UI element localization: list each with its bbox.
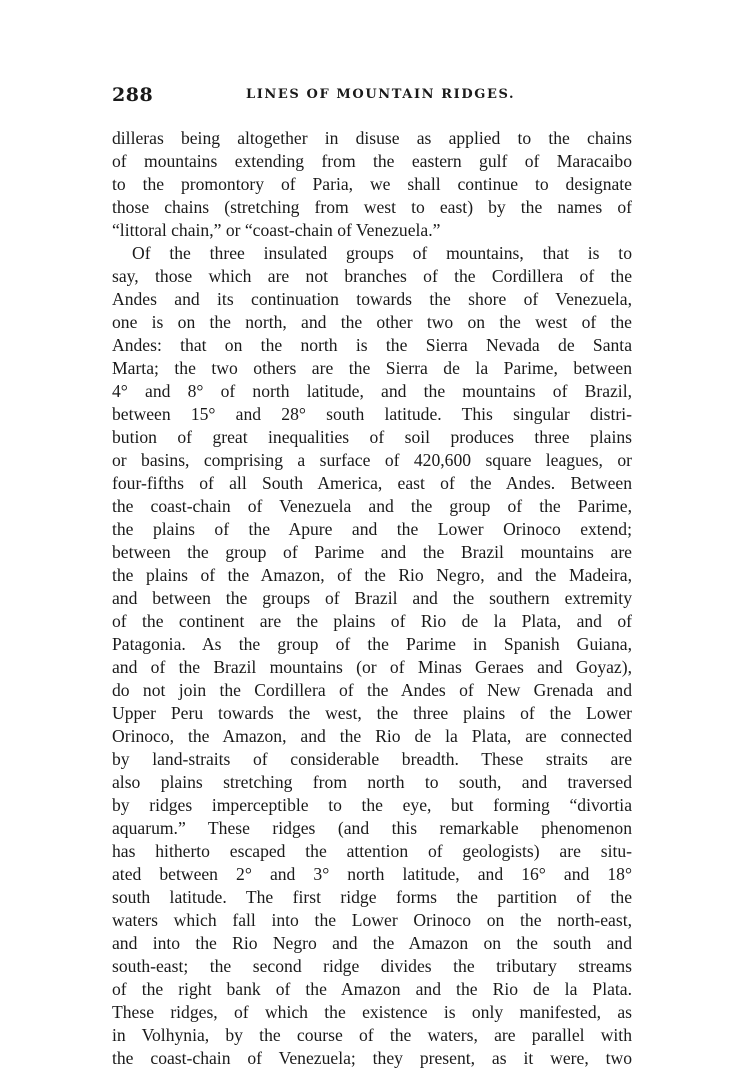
text-line: four-fifths of all South America, east of the Andes. Between [112,473,632,493]
text-line: between 15° and 28° south latitude. This singular distri- [112,404,632,424]
text-line: has hitherto escaped the attention of geologists) are situ- [112,841,632,861]
text-line: Andes and its continuation towards the shore of Venezuela, [112,289,632,309]
text-line: These ridges, of which the existence is only manifested, as [112,1002,632,1022]
text-line: the coast-chain of Venezuela; they present, as it were, two [112,1048,632,1068]
text-line: waters which fall into the Lower Orinoco on the north-east, [112,910,632,930]
text-line: Of the three insulated groups of mountains, that is to [132,243,632,263]
text-line: the coast-chain of Venezuela and the group of the Parime, [112,496,632,516]
text-line: the plains of the Apure and the Lower Orinoco extend; [112,519,632,539]
text-line: the plains of the Amazon, of the Rio Negro, and the Madeira, [112,565,632,585]
text-line: or basins, comprising a surface of 420,600 square leagues, or [112,450,632,470]
text-line: say, those which are not branches of the Cordillera of the [112,266,632,286]
text-line: to the promontory of Paria, we shall continue to designate [112,174,632,194]
text-line: between the group of Parime and the Brazil mountains are [112,542,632,562]
text-line: Andes: that on the north is the Sierra Nevada de Santa [112,335,632,355]
running-title: LINES OF MOUNTAIN RIDGES. [246,87,516,102]
text-line: do not join the Cordillera of the Andes of New Grenada and [112,680,632,700]
text-line: dilleras being altogether in disuse as applied to the chains [112,128,632,148]
text-line: south-east; the second ridge divides the tributary streams [112,956,632,976]
text-line: Marta; the two others are the Sierra de la Parime, between [112,358,632,378]
paragraph [112,127,632,242]
text-line: by ridges imperceptible to the eye, but forming “divortia [112,795,632,815]
text-line: aquarum.” These ridges (and this remarkable phenomenon [112,818,632,838]
text-line: Orinoco, the Amazon, and the Rio de la Plata, are connected [112,726,632,746]
text-line: and between the groups of Brazil and the southern extremity [112,588,632,608]
text-line: 4° and 8° of north latitude, and the mountains of Brazil, [112,381,632,401]
text-line: of mountains extending from the eastern gulf of Maracaibo [112,151,632,171]
text-line: south latitude. The first ridge forms the partition of the [112,887,632,907]
paragraph [112,242,632,1070]
page-number: 288 [112,84,154,106]
body-text [112,127,632,1070]
text-line: bution of great inequalities of soil produces three plains [112,427,632,447]
text-line: Upper Peru towards the west, the three plains of the Lower [112,703,632,723]
text-line: “littoral chain,” or “coast-chain of Venezuela.” [112,220,441,240]
text-line: one is on the north, and the other two on the west of the [112,312,632,332]
text-line: in Volhynia, by the course of the waters, are parallel with [112,1025,632,1045]
text-line: of the continent are the plains of Rio de la Plata, and of [112,611,632,631]
text-line: and into the Rio Negro and the Amazon on the south and [112,933,632,953]
text-line: Patagonia. As the group of the Parime in Spanish Guiana, [112,634,632,654]
running-head [112,84,632,110]
text-line: and of the Brazil mountains (or of Minas Geraes and Goyaz), [112,657,632,677]
text-line: by land-straits of considerable breadth. These straits are [112,749,632,769]
text-line: those chains (stretching from west to east) by the names of [112,197,632,217]
text-line: also plains stretching from north to south, and traversed [112,772,632,792]
text-line: of the right bank of the Amazon and the Rio de la Plata. [112,979,632,999]
text-line: ated between 2° and 3° north latitude, and 16° and 18° [112,864,632,884]
